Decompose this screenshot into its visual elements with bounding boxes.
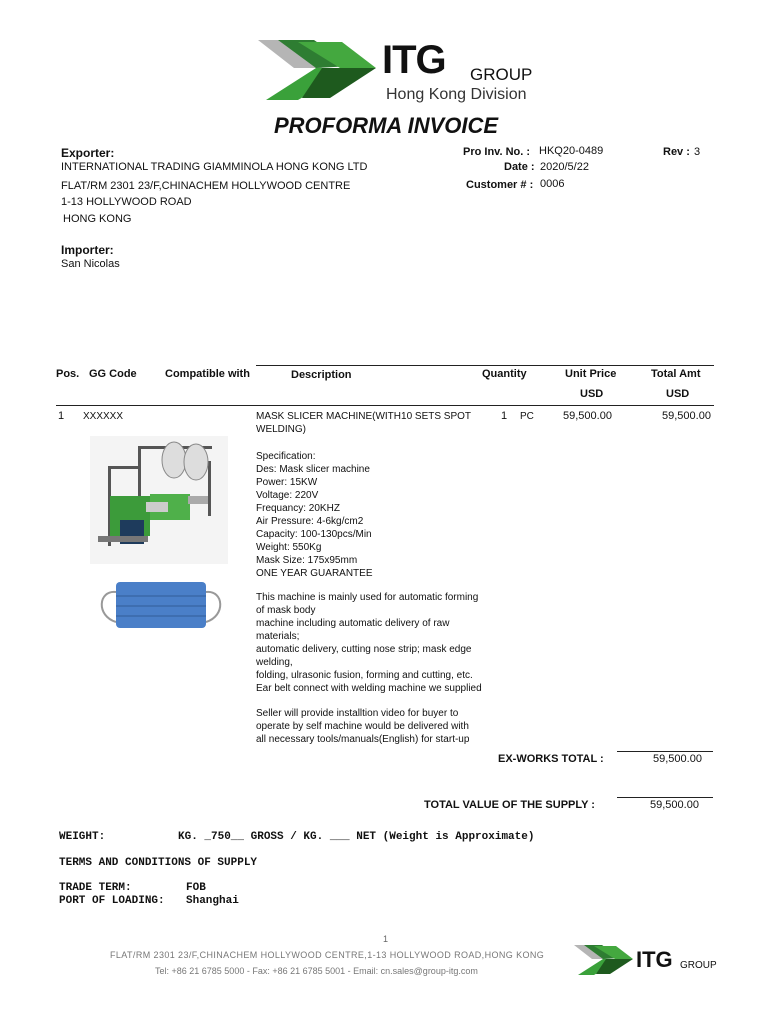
- col-header-gg-code: GG Code: [89, 368, 137, 380]
- exporter-address-3: HONG KONG: [63, 213, 132, 225]
- exworks-total-value: 59,500.00: [653, 753, 702, 765]
- row-unit: PC: [520, 411, 534, 422]
- usage-line: materials;: [256, 631, 300, 642]
- col-header-compatible: Compatible with: [165, 368, 250, 380]
- footer-address: FLAT/RM 2301 23/F,CHINACHEM HOLLYWOOD CENTRE,1-13 HOLLYWOOD ROAD,HONG KONG: [110, 950, 545, 960]
- date-value: 2020/5/22: [540, 161, 589, 173]
- col-header-quantity: Quantity: [482, 368, 527, 380]
- col-header-unit-price-currency: USD: [580, 388, 604, 400]
- rev-label: Rev :: [663, 146, 690, 158]
- date-label: Date :: [504, 161, 535, 173]
- weight-text: KG. _750__ GROSS / KG. ___ NET (Weight is Approximate): [178, 831, 535, 843]
- col-header-description: Description: [291, 369, 352, 381]
- usage-line: of mask body: [256, 605, 316, 616]
- row-unit-price: 59,500.00: [563, 410, 612, 422]
- usage-line: machine including automatic delivery of raw: [256, 618, 450, 629]
- spec-line: Weight: 550Kg: [256, 542, 322, 553]
- row-gg-code: XXXXXX: [83, 411, 124, 422]
- rev-value: 3: [694, 146, 701, 158]
- trade-term-value: FOB: [186, 882, 206, 894]
- exporter-address-2: 1-13 HOLLYWOOD ROAD: [61, 196, 192, 208]
- spec-line: Air Pressure: 4-6kg/cm2: [256, 516, 364, 527]
- spec-line: Power: 15KW: [256, 477, 318, 488]
- exworks-total-label: EX-WORKS TOTAL :: [498, 753, 604, 765]
- customer-value: 0006: [540, 178, 565, 190]
- machine-image: [90, 436, 228, 564]
- port-value: Shanghai: [186, 895, 239, 907]
- table-top-rule: [256, 365, 714, 366]
- page-title: PROFORMA INVOICE: [273, 113, 499, 138]
- footer-brand-text: ITG: [636, 947, 673, 972]
- col-header-pos: Pos.: [56, 368, 80, 380]
- table-header-rule: [56, 405, 714, 406]
- usage-line: automatic delivery, cutting nose strip; mask edge: [256, 644, 472, 655]
- exworks-rule: [617, 751, 713, 752]
- importer-name: San Nicolas: [61, 258, 120, 270]
- row-quantity: 1: [501, 410, 508, 422]
- seller-note: [256, 707, 496, 746]
- usage-list: [256, 591, 496, 695]
- spec-line: Specification:: [256, 451, 316, 462]
- footer-contact: Tel: +86 21 6785 5000 - Fax: +86 21 6785 5001 - Email: cn.sales@group-itg.com: [155, 966, 478, 976]
- col-header-total-amt-currency: USD: [666, 388, 690, 400]
- exporter-label: Exporter:: [61, 146, 115, 160]
- logo-brand-text: ITG: [382, 38, 446, 82]
- mask-image: [94, 576, 228, 634]
- spec-line: ONE YEAR GUARANTEE: [256, 568, 373, 579]
- usage-line: folding, ulrasonic fusion, forming and cutting, etc.: [256, 670, 473, 681]
- usage-line: This machine is mainly used for automatic forming: [256, 592, 479, 603]
- footer-itg-arrow-icon: [574, 944, 636, 976]
- spec-line: Mask Size: 175x95mm: [256, 555, 358, 566]
- supply-rule: [617, 797, 713, 798]
- page-number: 1: [383, 934, 389, 944]
- usage-line: Ear belt connect with welding machine we supplied: [256, 683, 482, 694]
- footer-logo: [574, 944, 724, 978]
- spec-line: Des: Mask slicer machine: [256, 464, 370, 475]
- logo-group-text: GROUP: [470, 65, 533, 84]
- weight-label: WEIGHT:: [59, 831, 106, 843]
- row-pos: 1: [58, 410, 65, 422]
- seller-line: operate by self machine would be delivered with: [256, 721, 469, 732]
- supply-total-value: 59,500.00: [650, 799, 699, 811]
- row-total: 59,500.00: [662, 410, 711, 422]
- trade-term-label: TRADE TERM:: [59, 882, 132, 894]
- pro-inv-value: HKQ20-0489: [539, 145, 604, 157]
- port-label: PORT OF LOADING:: [59, 895, 165, 907]
- spec-list: [256, 450, 486, 580]
- importer-label: Importer:: [61, 243, 114, 257]
- customer-label: Customer # :: [466, 179, 534, 191]
- exporter-address-1: FLAT/RM 2301 23/F,CHINACHEM HOLLYWOOD CENTRE: [61, 180, 351, 192]
- terms-heading: TERMS AND CONDITIONS OF SUPPLY: [59, 857, 258, 869]
- logo-division-text: Hong Kong Division: [386, 86, 527, 103]
- row-desc-title-2: WELDING): [256, 424, 306, 435]
- pro-inv-label: Pro Inv. No. :: [463, 146, 531, 158]
- seller-line: Seller will provide installtion video for buyer to: [256, 708, 459, 719]
- row-desc-title-1: MASK SLICER MACHINE(WITH10 SETS SPOT: [256, 411, 472, 422]
- spec-line: Voltage: 220V: [256, 490, 319, 501]
- spec-line: Capacity: 100-130pcs/Min: [256, 529, 372, 540]
- col-header-unit-price: Unit Price: [565, 368, 617, 380]
- footer-group-text: GROUP: [680, 960, 717, 971]
- company-logo: [258, 36, 548, 106]
- col-header-total-amt: Total Amt: [651, 368, 701, 380]
- seller-line: all necessary tools/manuals(English) for start-up: [256, 734, 470, 745]
- itg-arrow-logo-icon: [258, 38, 382, 102]
- spec-line: Frequancy: 20KHZ: [256, 503, 340, 514]
- exporter-name: INTERNATIONAL TRADING GIAMMINOLA HONG KONG LTD: [61, 161, 368, 173]
- usage-line: welding,: [256, 657, 293, 668]
- supply-total-label: TOTAL VALUE OF THE SUPPLY :: [424, 799, 595, 811]
